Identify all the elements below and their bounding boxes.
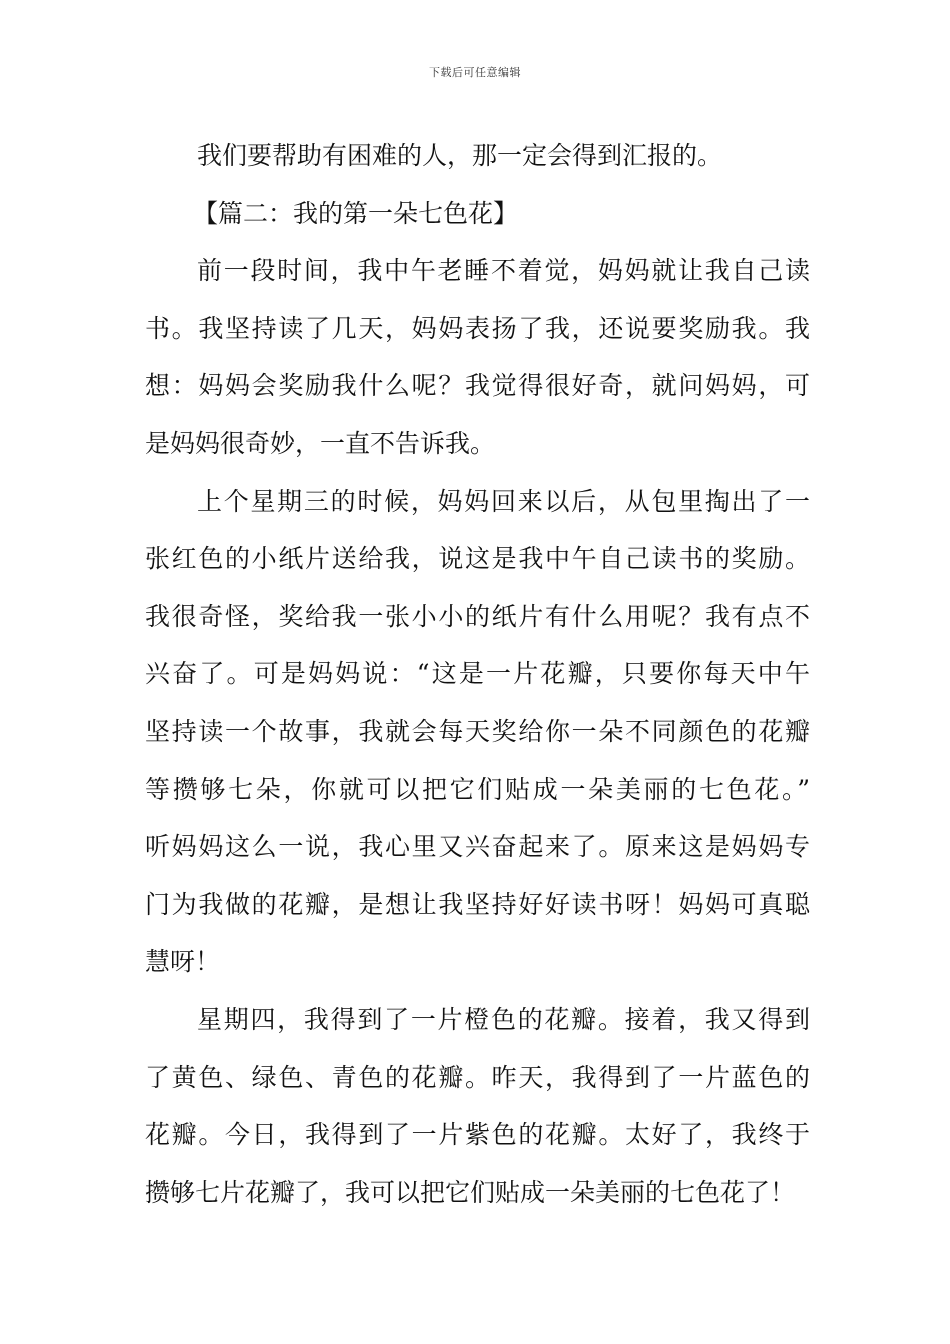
text-line: 坚持读一个故事，我就会每天奖给你一朵不同颜色的花瓣 [145,716,810,746]
text-line: 门为我做的花瓣，是想让我坚持好好读书呀！妈妈可真聪 [145,889,810,919]
text-line: 是妈妈很奇妙，一直不告诉我。 [145,428,496,458]
text-line: 花瓣。今日，我得到了一片紫色的花瓣。太好了，我终于 [145,1120,810,1150]
text-line: 我们要帮助有困难的人，那一定会得到汇报的。 [197,141,723,170]
document-body [145,127,810,1221]
text-line: 书。我坚持读了几天，妈妈表扬了我，还说要奖励我。我 [145,313,810,343]
text-line: 了黄色、绿色、青色的花瓣。昨天，我得到了一片蓝色的 [145,1062,810,1092]
text-line: 想：妈妈会奖励我什么呢？我觉得很好奇，就问妈妈，可 [145,371,810,401]
text-line: 星期四，我得到了一片橙色的花瓣。接着，我又得到 [197,1004,810,1034]
page-header: 下载后可任意编辑 [429,66,521,79]
text-line: 上个星期三的时候，妈妈回来以后，从包里掏出了一 [197,486,810,516]
text-line: 前一段时间，我中午老睡不着觉，妈妈就让我自己读 [197,256,810,286]
text-line: 听妈妈这么一说，我心里又兴奋起来了。原来这是妈妈专 [145,832,810,862]
text-line: 慧呀！ [145,947,221,977]
text-line: 攒够七片花瓣了，我可以把它们贴成一朵美丽的七色花了！ [145,1177,796,1207]
text-line: 兴奋了。可是妈妈说：“这是一片花瓣，只要你每天中午 [145,659,810,689]
section-heading: 【篇二：我的第一朵七色花】 [193,198,519,228]
text-line: 张红色的小纸片送给我，说这是我中午自己读书的奖励。 [145,544,810,574]
text-line: 等攒够七朵，你就可以把它们贴成一朵美丽的七色花。” [145,774,810,804]
text-line: 我很奇怪，奖给我一张小小的纸片有什么用呢？我有点不 [145,601,810,631]
